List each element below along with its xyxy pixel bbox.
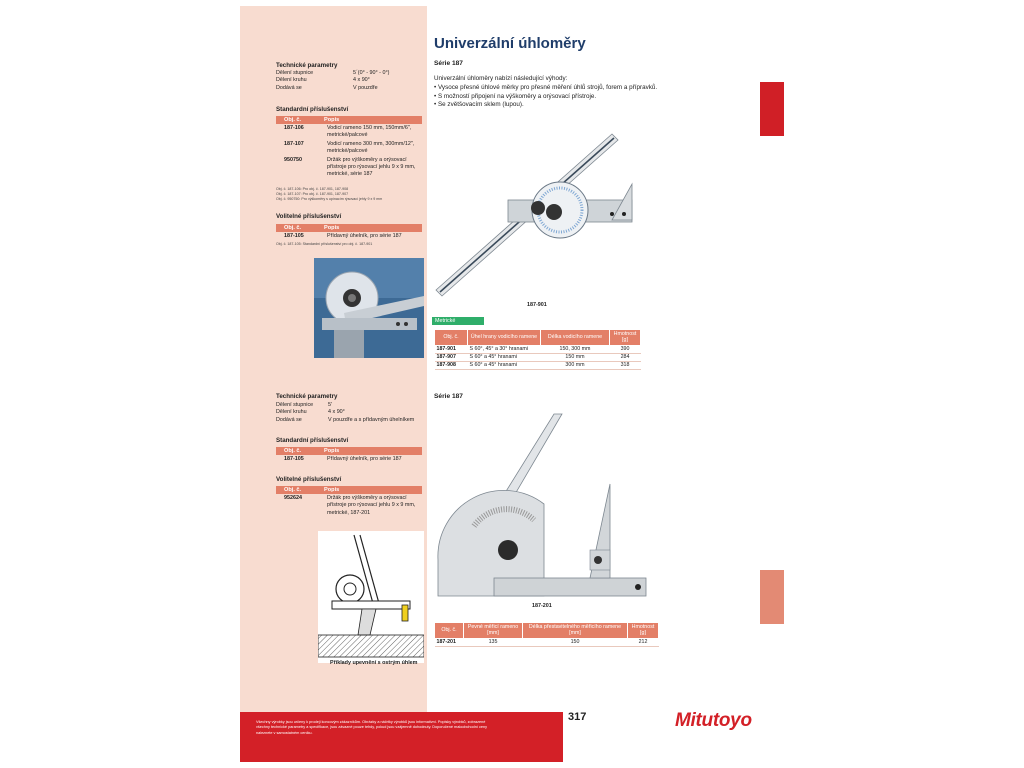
product-187-201-drawing [434,410,654,602]
table-row: 950750 Držák pro výškoměry a orýsovací přístroje pro rýsovací jehlu 9 x 9 mm, metrické, série 187 [284,156,416,178]
intro: Univerzální úhloměry nabízí následující výhody: • Vysoce přesné úhlové měrky pro přesné měření úhlů strojů, forem a přípravků. • S možností připojení na výškoměry a orýsovací přístroje. • Se zvětšovacím sklem (lupou). [434,75,774,110]
product-187-901-drawing [434,128,634,298]
list-item: • Se zvětšovacím sklem (lupou). [434,101,524,109]
brand-logo: Mitutoyo [675,710,752,731]
tech-params-2 [276,402,426,424]
product-table-1 [434,329,641,370]
std-notes-1: Obj. č. 187-106: Pro obj. č. 187-901, 187-908 Obj. č. 187-107: Pro obj. č. 187-901, 187-907 Obj. č. 950750: Pro výškoměry s upínacím rýsovací jehly 9 x 9 mm [276,187,383,201]
tech-row: Dělení stupnice 5' [276,402,333,408]
section-tab-salmon [760,570,784,624]
list-item: • Vysoce přesné úhlové měrky pro přesné měření úhlů strojů, forem a přípravků. [434,83,658,91]
tech-params-heading-1: Technické parametry [276,62,338,69]
tech-params-heading-2: Technické parametry [276,393,338,400]
opt-table-header-1: Obj. č. Popis [276,224,422,232]
table-row: 187-107 Vodicí rameno 300 mm, 300mm/12", metrické/palcové [284,140,415,155]
page-number: 317 [568,711,587,723]
table-row: 187-907 S 60° a 45° hranami 150 mm 284 [435,354,641,362]
table-header-row: Obj. č. Pevné měřicí rameno [mm] Délka přestavitelného měřicího ramene [mm] Hmotnost [g] [435,623,659,639]
std-table-1 [276,125,426,179]
tech-params-1 [276,70,426,92]
section-tab-red [760,82,784,136]
page-title: Univerzální úhloměry [434,35,586,52]
bevel-protractor-photo [314,258,424,358]
series-label-2: Série 187 [434,393,463,400]
tech-row: Dělení kruhu 4 x 90° [276,77,370,84]
tech-row: Dodává se V pouzdře [276,84,378,91]
catalog-page [240,6,784,762]
metric-tag: Metrické [432,317,484,325]
footer-disclaimer: Všechny výrobky jsou určeny k prodeji koncovým zákazníkům. Obrázky a náčrtky výrobků jsou informativní. Popisky výrobků, zobrazené všechny technické parametry a specifikace, jsou závazné pouze tehdy, pokud jsou vzájemně dohodnuty. Doporučené maloobchodní ceny naleznete v samostatném ceníku. [240,712,563,762]
series-label: Série 187 [434,60,463,67]
tech-row: Dělení stupnice 5´(0° - 90° - 0°) [276,70,390,76]
std-table-header-1: Obj. č. Popis [276,116,422,124]
mounting-sketch [318,531,424,663]
std-accessories-heading-2: Standardní příslušenství [276,437,349,444]
list-item: • S možností připojení na výškoměry a orýsovací přístroje. [434,92,597,100]
opt-accessories-heading-2: Volitelné příslušenství [276,476,342,483]
table-row: 187-908 S 60° a 45° hranami 300 mm 318 [435,362,641,370]
std-accessories-heading-1: Standardní příslušenství [276,106,349,113]
table-row: 187-106 Vodicí rameno 150 mm, 150mm/6", metrické/palcové [284,125,412,139]
table-row: 952624 Držák pro výškoměry a orýsovací přístroje pro rýsovací jehlu 9 x 9 mm, metrické, 187-201 [284,495,416,516]
opt-accessories-heading-1: Volitelné příslušenství [276,213,342,220]
opt-table-header-2: Obj. č. Popis [276,486,422,494]
table-row: 187-901 S 60°, 45° a 30° hranami 150, 300 mm 390 [435,345,641,353]
sketch-caption: Příklady upevnění s ostrým úhlem [330,660,418,666]
table-header-row: Obj. č. Úhel hrany vodicího ramene Délka vodicího ramene Hmotnost [g] [435,330,641,346]
product-caption-187-201: 187-201 [532,603,552,609]
std-table-header-2: Obj. č. Popis [276,447,422,455]
tech-row: Dělení kruhu 4 x 90° [276,409,345,416]
tech-row: Dodává se V pouzdře a s přídavným úhelníkem [276,416,415,423]
table-row: 187-105 Přídavný úhelník, pro série 187 [284,456,402,462]
product-caption-187-901: 187-901 [527,302,547,308]
table-row: 187-105 Přídavný úhelník, pro série 187 [284,233,402,239]
product-table-2 [434,622,659,647]
table-row: 187-201 135 150 212 [435,638,659,646]
opt-note-1: Obj. č. 187-105: Standardní příslušenství pro obj. č. 187-901 [276,242,373,246]
